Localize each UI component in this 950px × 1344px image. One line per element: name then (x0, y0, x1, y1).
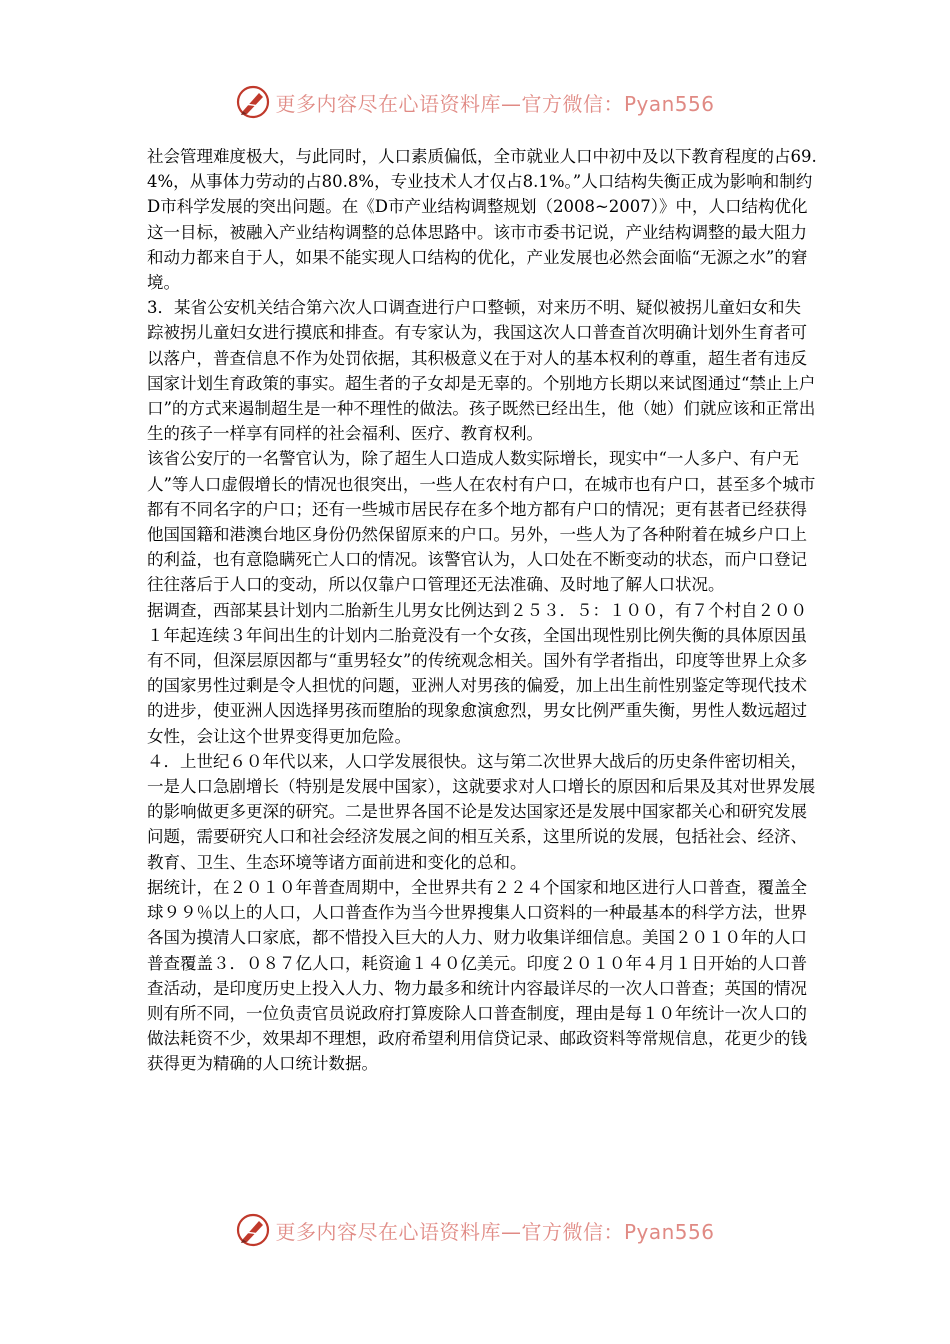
paragraph: 3．某省公安机关结合第六次人口调查进行户口整顿，对来历不明、疑似被拐儿童妇女和失踪被拐儿童妇女进行摸底和排查。有专家认为，我国这次人口普查首次明确计划外生育者可以落户，普查信息不作为处罚依据，其积极意义在于对人的基本权利的尊重，超生者有违反国家计划生育政策的事实。超生者的子女却是无辜的。个别地方长期以来试图通过“禁止上户口”的方式来遏制超生是一种不理性的做法。孩子既然已经出生，他（她）们就应该和正常出生的孩子一样享有同样的社会福利、医疗、教育权利。 (147, 298, 816, 444)
header-banner-text: 更多内容尽在心语资料库—官方微信：Pyan556 (275, 91, 715, 116)
paragraph: 据统计，在２０１０年普查周期中，全世界共有２２４个国家和地区进行人口普查，覆盖全球９９％以上的人口，人口普查作为当今世界搜集人口资料的一种最基本的科学方法，世界各国为摸清人口家底，都不惜投入巨大的人力、财力收集详细信息。美国２０１０年的人口普查覆盖３．０８７亿人口，耗资逾１４０亿美元。印度２０１０年４月１日开始的人口普查活动，是印度历史上投入人力、物力最多和统计内容最详尽的一次人口普查；英国的情况则有所不同，一位负责官员说政府打算废除人口普查制度，理由是每１０年统计一次人口的做法耗资不少，效果却不理想，政府希望利用信贷记录、邮政资料等常规信息，花更少的钱获得更为精确的人口统计数据。 (147, 877, 807, 1074)
paragraph: 社会管理难度极大，与此同时，人口素质偏低，全市就业人口中初中及以下教育程度的占69.4%，从事体力劳动的占80.8%，专业技术人才仅占8.1%。”人口结构失衡正成为影响和制约D市科学发展的突出问题。在《D市产业结构调整规划（2008~2007）》中，人口结构优化这一目标，被融入产业结构调整的总体思路中。该市市委书记说，产业结构调整的最大阻力和动力都来自于人，如果不能实现人口结构的优化，产业发展也必然会面临“无源之水”的窘境。 (147, 147, 817, 293)
footer-banner (0, 1208, 950, 1252)
paragraph: 据调查，西部某县计划内二胎新生儿男女比例达到２５３．５：１００，有７个村自２００１年起连续３年间出生的计划内二胎竟没有一个女孩，全国出现性别比例失衡的具体原因虽有不同，但深层原因都与“重男轻女”的传统观念相关。国外有学者指出，印度等世界上众多的国家男性过剩是令人担忧的问题，亚洲人对男孩的偏爱，加上出生前性别鉴定等现代技术的进步，使亚洲人因选择男孩而堕胎的现象愈演愈烈，男女比例严重失衡，男性人数远超过女性，会让这个世界变得更加危险。 (147, 600, 808, 746)
pen-logo-icon (235, 1212, 271, 1248)
header-banner (0, 80, 950, 124)
header-banner-inner (235, 84, 714, 120)
document-body (147, 144, 817, 1077)
footer-banner-text: 更多内容尽在心语资料库—官方微信：Pyan556 (275, 1219, 715, 1244)
paragraph: ４．上世纪６０年代以来，人口学发展很快。这与第二次世界大战后的历史条件密切相关，一是人口急剧增长（特别是发展中国家），这就要求对人口增长的原因和后果及其对世界发展的影响做更多更深的研究。二是世界各国不论是发达国家还是发展中国家都关心和研究发展问题，需要研究人口和社会经济发展之间的相互关系，这里所说的发展，包括社会、经济、教育、卫生、生态环境等诸方面前进和变化的总和。 (147, 751, 816, 872)
pen-logo-icon (235, 84, 271, 120)
footer-banner-inner (235, 1212, 714, 1248)
paragraph: 该省公安厅的一名警官认为，除了超生人口造成人数实际增长，现实中“一人多户、有户无人”等人口虚假增长的情况也很突出，一些人在农村有户口，在城市也有户口，甚至多个城市都有不同名字的户口；还有一些城市居民存在多个地方都有户口的情况；更有甚者已经获得他国国籍和港澳台地区身份仍然保留原来的户口。另外，一些人为了各种附着在城乡户口上的利益，也有意隐瞒死亡人口的情况。该警官认为，人口处在不断变动的状态，而户口登记往往落后于人口的变动，所以仅靠户口管理还无法准确、及时地了解人口状况。 (147, 449, 816, 595)
